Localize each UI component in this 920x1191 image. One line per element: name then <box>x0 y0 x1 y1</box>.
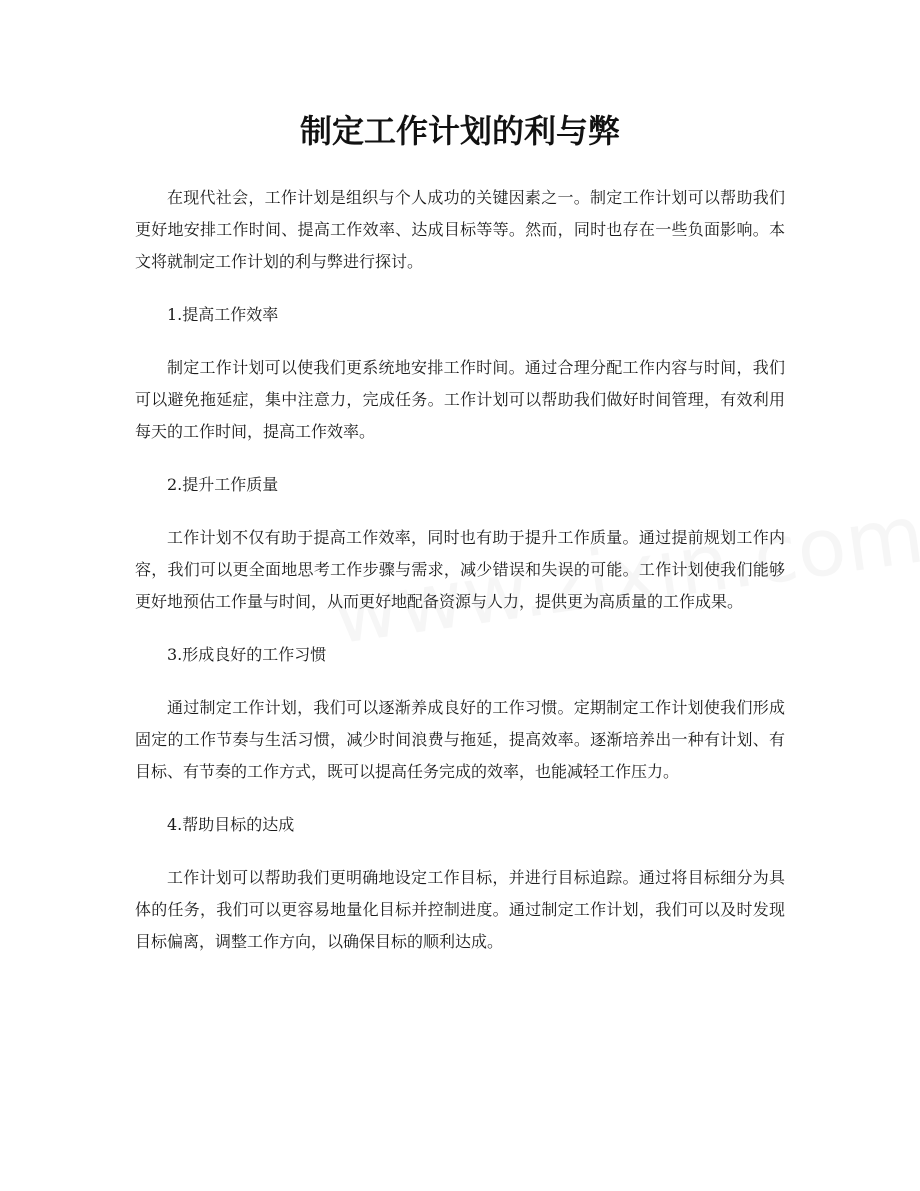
section-paragraph-3: 通过制定工作计划，我们可以逐渐养成良好的工作习惯。定期制定工作计划使我们形成固定的工作节奏与生活习惯，减少时间浪费与拖延，提高效率。逐渐培养出一种有计划、有目标、有节奏的工作方式，既可以提高任务完成的效率，也能减轻工作压力。 <box>135 698 785 781</box>
section-heading-4: 4.帮助目标的达成 <box>167 815 295 834</box>
section-heading-1: 1.提高工作效率 <box>167 305 279 324</box>
intro-paragraph: 在现代社会，工作计划是组织与个人成功的关键因素之一。制定工作计划可以帮助我们更好地安排工作时间、提高工作效率、达成目标等等。然而，同时也存在一些负面影响。本文将就制定工作计划的利与弊进行探讨。 <box>135 188 785 271</box>
section-paragraph-1: 制定工作计划可以使我们更系统地安排工作时间。通过合理分配工作内容与时间，我们可以避免拖延症，集中注意力，完成任务。工作计划可以帮助我们做好时间管理，有效利用每天的工作时间，提高工作效率。 <box>135 358 785 441</box>
section-heading-2: 2.提升工作质量 <box>167 475 279 494</box>
section-paragraph-4: 工作计划可以帮助我们更明确地设定工作目标，并进行目标追踪。通过将目标细分为具体的任务，我们可以更容易地量化目标并控制进度。通过制定工作计划，我们可以及时发现目标偏离，调整工作方向，以确保目标的顺利达成。 <box>135 868 785 951</box>
section-paragraph-2: 工作计划不仅有助于提高工作效率，同时也有助于提升工作质量。通过提前规划工作内容，我们可以更全面地思考工作步骤与需求，减少错误和失误的可能。工作计划使我们能够更好地预估工作量与时间，从而更好地配备资源与人力，提供更为高质量的工作成果。 <box>135 528 785 611</box>
document-title: 制定工作计划的利与弊 <box>299 112 620 150</box>
document-body <box>135 182 785 958</box>
section-heading-3: 3.形成良好的工作习惯 <box>167 645 327 664</box>
